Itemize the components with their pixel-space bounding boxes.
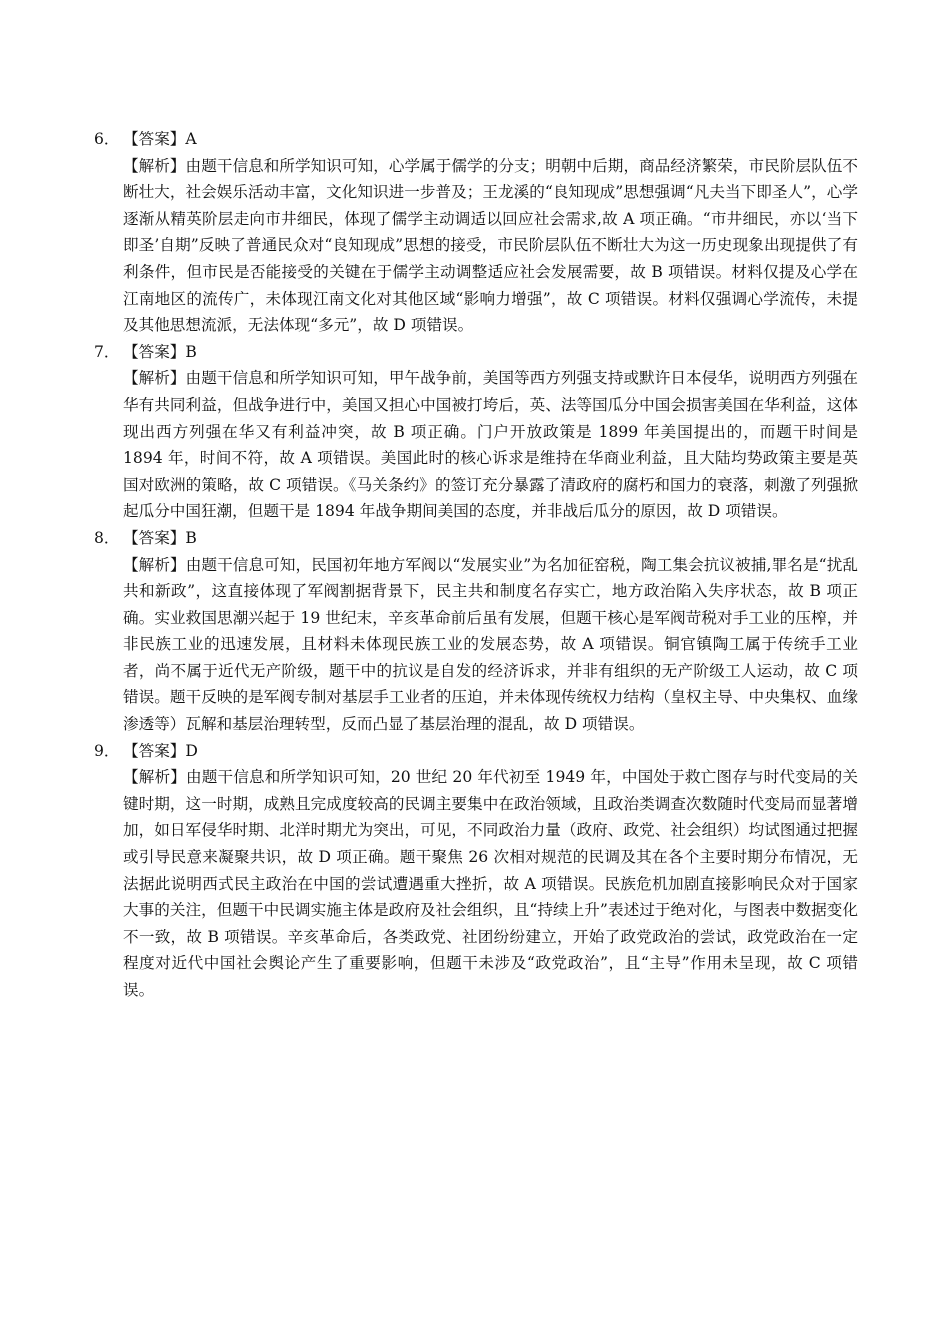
question-number: 7． [94,342,120,361]
analysis-paragraph: 【解析】由题干信息和所学知识可知，20 世纪 20 年代初至 1949 年，中国处于救亡图存与时代变局的关键时期，这一时期，成熟且完成度较高的民调主要集中在政治领域，且政治类调查次数随时代变局而显著增加，如日军侵华时期、北洋时期尤为突出，可见，不同政治力量（政府、政党、社会组织）均试图通过把握或引导民意来凝聚共识，故 D 项正确。题干聚焦 26 次相对规范的民调及其在各个主要时期分布情况，无法据此说明西式民主政治在中国的尝试遭遇重大挫折，故 A 项错误。民族危机加剧直接影响民众对于国家大事的关注，但题干中民调实施主体是政府及社会组织，且“持续上升”表述过于绝对化，与图表中数据变化不一致，故 B 项错误。辛亥革命后，各类政党、社团纷纷建立，开始了政党政治的尝试，政党政治在一定程度对近代中国社会舆论产生了重要影响，但题干未涉及“政党政治”，且“主导”作用未呈现，故 C 项错误。 [123,768,858,999]
answer-text: 【答案】B [123,528,197,547]
question-item-9 [94,738,858,1004]
answer-key-content [94,126,858,1004]
analysis-paragraph: 【解析】由题干信息和所学知识可知，心学属于儒学的分支；明朝中后期，商品经济繁荣，市民阶层队伍不断壮大，社会娱乐活动丰富，文化知识进一步普及；王龙溪的“良知现成”思想强调“凡夫当下即圣人”，心学逐渐从精英阶层走向市井细民，体现了儒学主动调适以回应社会需求,故 A 项正确。“市井细民，亦以‘当下即圣’自期”反映了普通民众对“良知现成”思想的接受，市民阶层队伍不断壮大为这一历史现象出现提供了有利条件，但市民是否能接受的关键在于儒学主动调整适应社会发展需要，故 B 项错误。材料仅提及心学在江南地区的流传广，未体现江南文化对其他区域“影响力增强”，故 C 项错误。材料仅强调心学流传，未提及其他思想流派，无法体现“多元”，故 D 项错误。 [123,156,858,335]
answer-text: 【答案】A [123,130,197,148]
question-item-8 [94,525,858,738]
question-item-6 [94,126,858,339]
question-number: 8． [94,528,120,547]
answer-text: 【答案】B [123,342,197,361]
question-number: 6． [94,130,120,148]
question-number: 9． [94,741,120,760]
question-item-7 [94,339,858,525]
answer-text: 【答案】D [123,741,198,760]
analysis-paragraph: 【解析】由题干信息可知，民国初年地方军阀以“发展实业”为名加征窑税，陶工集会抗议被捕,罪名是“扰乱共和新政”，这直接体现了军阀割据背景下，民主共和制度名存实亡，地方政治陷入失序状态，故 B 项正确。实业救国思潮兴起于 19 世纪末，辛亥革命前后虽有发展，但题干核心是军阀苛税对手工业的压榨，并非民族工业的迅速发展，且材料未体现民族工业的发展态势，故 A 项错误。铜官镇陶工属于传统手工业者，尚不属于近代无产阶级，题干中的抗议是自发的经济诉求，并非有组织的无产阶级工人运动，故 C 项错误。题干反映的是军阀专制对基层手工业者的压迫，并未体现传统权力结构（皇权主导、中央集权、血缘渗透等）瓦解和基层治理转型，反而凸显了基层治理的混乱，故 D 项错误。 [123,555,858,734]
answer-line [94,339,858,366]
analysis-paragraph: 【解析】由题干信息和所学知识可知，甲午战争前，美国等西方列强支持或默许日本侵华，说明西方列强在华有共同利益，但战争进行中，美国又担心中国被打垮后，英、法等国瓜分中国会损害美国在华利益，这体现出西方列强在华又有利益冲突，故 B 项正确。门户开放政策是 1899 年美国提出的，而题干时间是 1894 年，时间不符，故 A 项错误。美国此时的核心诉求是维持在华商业利益，且大陆均势政策主要是英国对欧洲的策略，故 C 项错误。《马关条约》的签订充分暴露了清政府的腐朽和国力的衰落，刺激了列强掀起瓜分中国狂潮，但题干是 1894 年战争期间美国的态度，并非战后瓜分的原因，故 D 项错误。 [123,369,858,521]
answer-line [94,525,858,552]
answer-line [94,738,858,765]
answer-line [94,126,858,153]
